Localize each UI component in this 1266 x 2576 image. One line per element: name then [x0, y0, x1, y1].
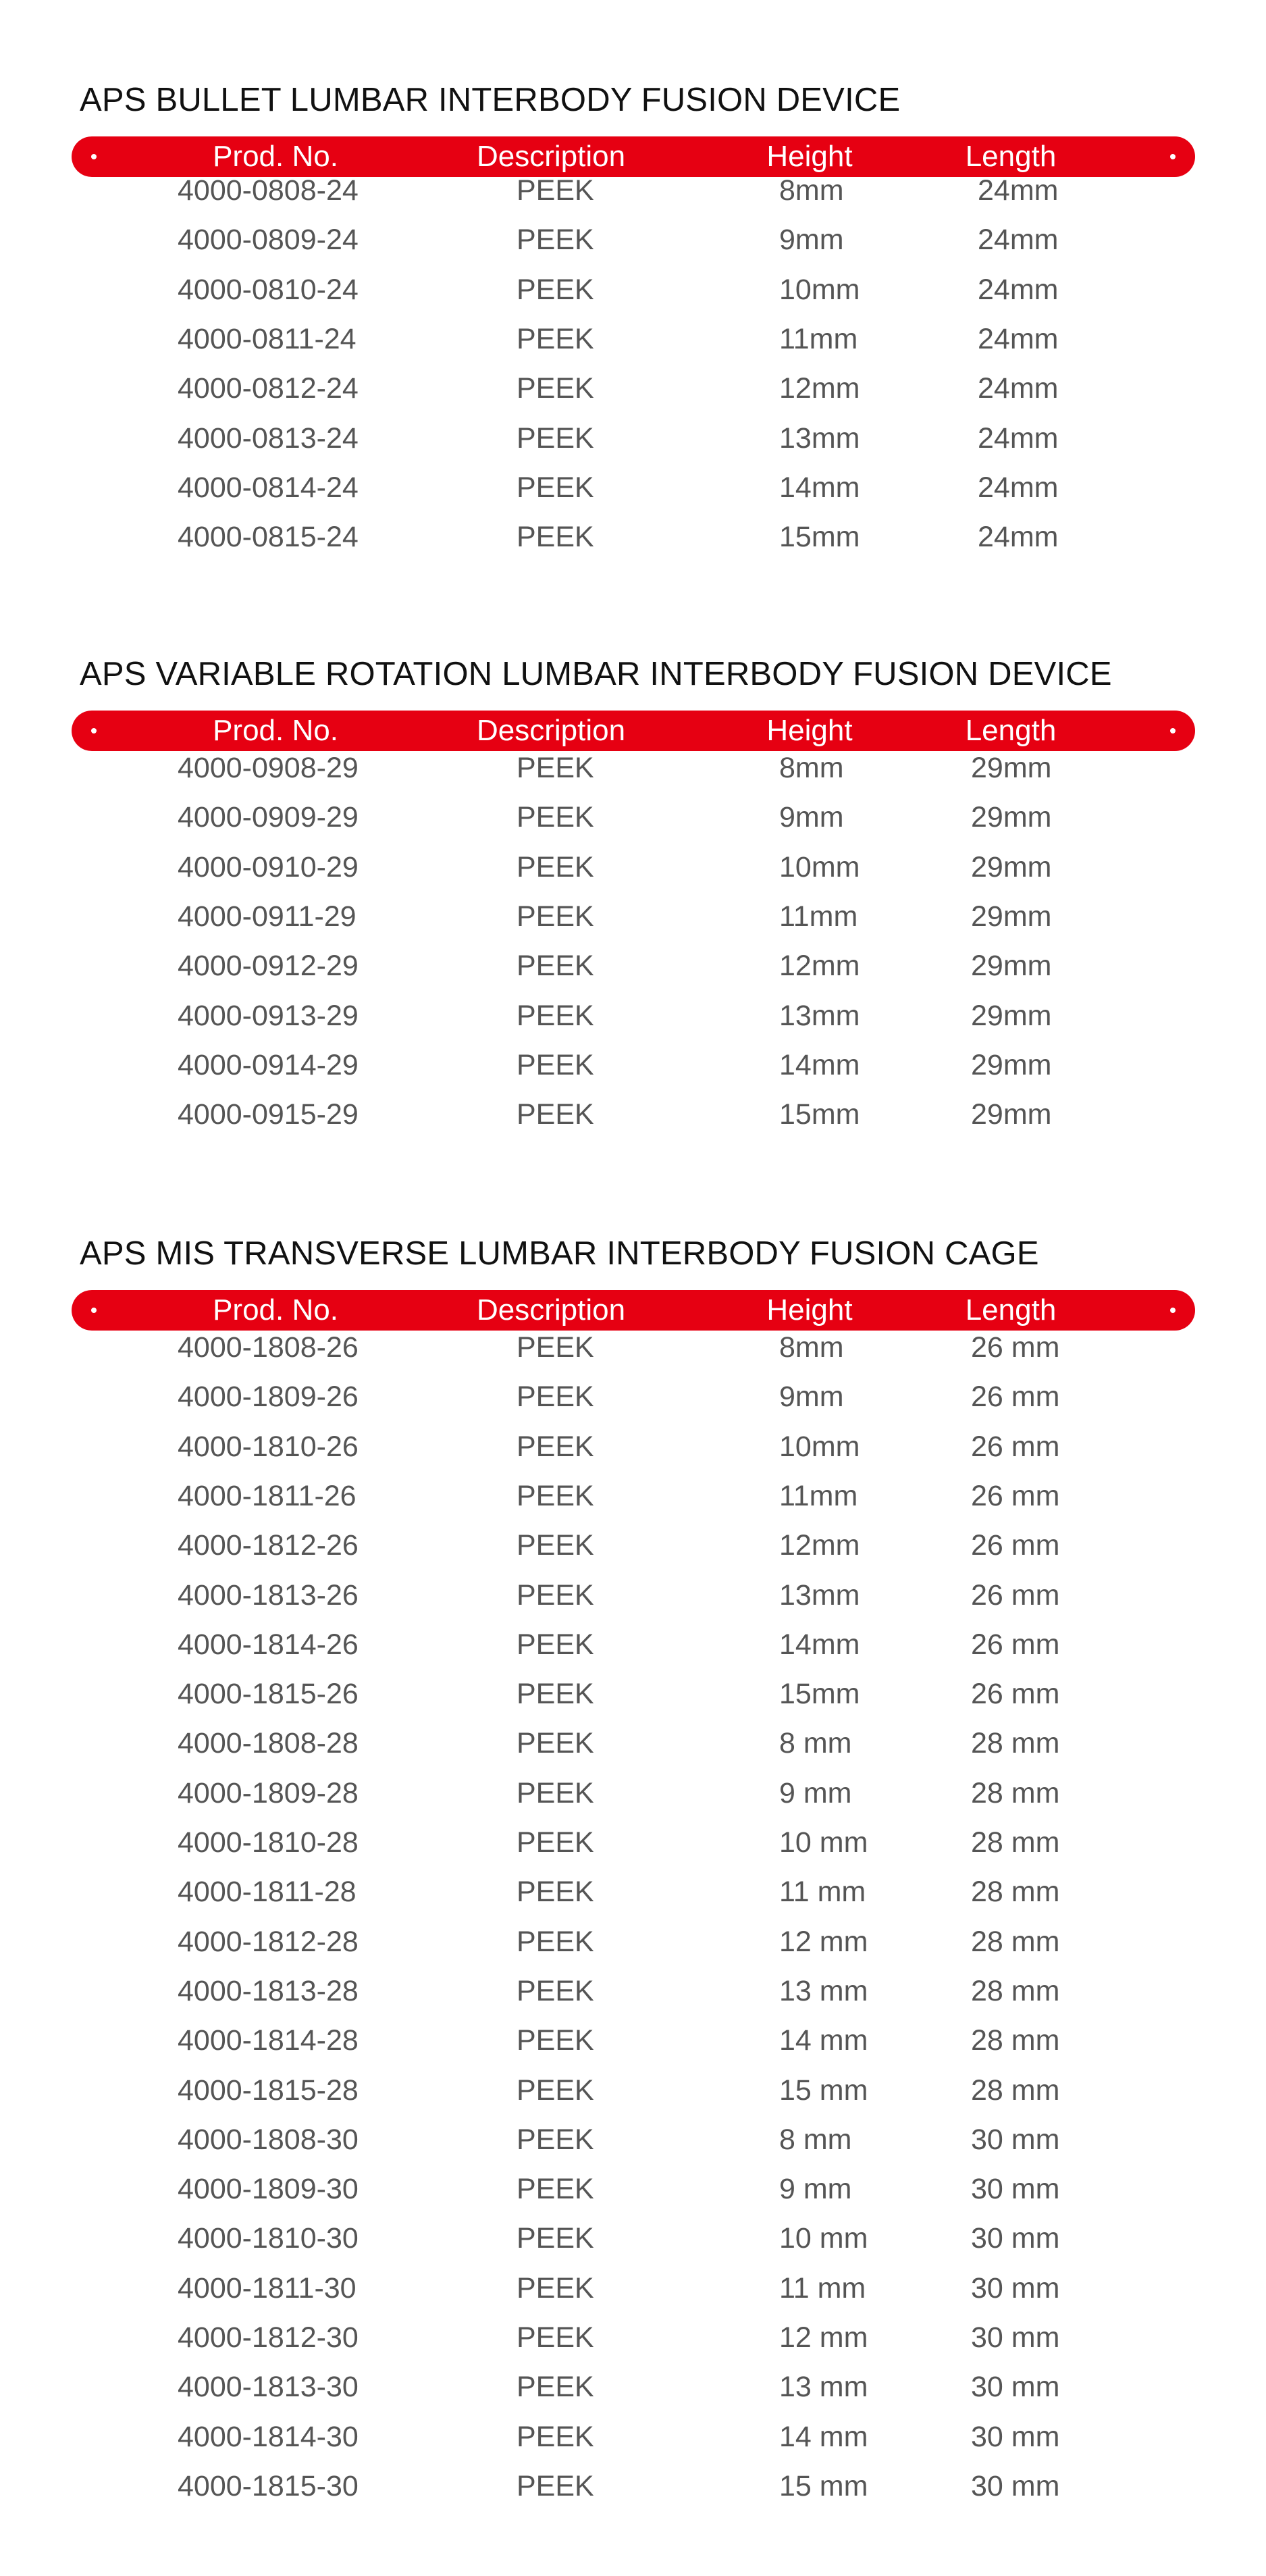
cell-prod-no: 4000-1815-26 [178, 1678, 359, 1710]
cell-length: 30 mm [971, 2123, 1060, 2156]
cell-prod-no: 4000-1810-26 [178, 1431, 359, 1463]
cell-length: 30 mm [971, 2371, 1060, 2403]
cell-length: 24mm [978, 274, 1059, 306]
cell-height: 12 mm [779, 2321, 868, 2354]
table-row [0, 892, 1266, 942]
table-row [0, 463, 1266, 513]
cell-prod-no: 4000-0812-24 [178, 372, 359, 405]
cell-height: 13 mm [779, 2371, 868, 2403]
cell-description: PEEK [517, 1331, 594, 1364]
cell-description: PEEK [517, 1975, 594, 2007]
cell-length: 30 mm [971, 2470, 1060, 2502]
cell-description: PEEK [517, 1777, 594, 1809]
cell-length: 29mm [971, 900, 1052, 933]
cell-description: PEEK [517, 1926, 594, 1958]
cell-description: PEEK [517, 1381, 594, 1413]
table-row [0, 792, 1266, 842]
cell-height: 9mm [779, 1381, 844, 1413]
cell-height: 11 mm [779, 1876, 866, 1908]
cell-description: PEEK [517, 752, 594, 784]
cell-height: 9 mm [779, 1777, 852, 1809]
cell-prod-no: 4000-1812-30 [178, 2321, 359, 2354]
cell-length: 24mm [978, 224, 1059, 256]
header-prod-no: Prod. No. [213, 1293, 338, 1326]
cell-description: PEEK [517, 1876, 594, 1908]
header-description: Description [476, 140, 626, 173]
table-row [0, 2115, 1266, 2165]
cell-length: 30 mm [971, 2321, 1060, 2354]
cell-description: PEEK [517, 1529, 594, 1562]
cell-description: PEEK [517, 900, 594, 933]
cell-height: 10mm [779, 1431, 860, 1463]
cell-description: PEEK [517, 1049, 594, 1081]
table-row [0, 842, 1266, 892]
cell-height: 8mm [779, 1331, 844, 1364]
cell-prod-no: 4000-0910-29 [178, 851, 359, 883]
cell-prod-no: 4000-1815-30 [178, 2470, 359, 2502]
cell-prod-no: 4000-1810-28 [178, 1826, 359, 1859]
cell-prod-no: 4000-0808-24 [178, 174, 359, 207]
cell-length: 29mm [971, 950, 1052, 982]
cell-length: 24mm [978, 471, 1059, 504]
cell-length: 29mm [971, 801, 1052, 833]
cell-prod-no: 4000-1809-30 [178, 2173, 359, 2205]
cell-height: 14mm [779, 1628, 860, 1661]
header-length: Length [965, 714, 1057, 747]
cell-height: 13mm [779, 1000, 860, 1032]
cell-length: 28 mm [971, 1876, 1060, 1908]
cell-prod-no: 4000-1809-28 [178, 1777, 359, 1809]
cell-description: PEEK [517, 2222, 594, 2255]
bullet-dot-icon [1170, 728, 1176, 733]
header-prod-no: Prod. No. [213, 714, 338, 747]
cell-prod-no: 4000-0913-29 [178, 1000, 359, 1032]
cell-height: 8mm [779, 174, 844, 207]
cell-prod-no: 4000-1808-28 [178, 1727, 359, 1759]
table-row [0, 2313, 1266, 2363]
table-row [0, 2015, 1266, 2065]
cell-description: PEEK [517, 2371, 594, 2403]
cell-height: 14mm [779, 471, 860, 504]
cell-length: 29mm [971, 1049, 1052, 1081]
cell-length: 30 mm [971, 2272, 1060, 2304]
cell-description: PEEK [517, 1480, 594, 1512]
cell-prod-no: 4000-1815-28 [178, 2074, 359, 2107]
table-row [0, 743, 1266, 793]
cell-length: 30 mm [971, 2173, 1060, 2205]
cell-length: 26 mm [971, 1529, 1060, 1562]
cell-description: PEEK [517, 1098, 594, 1131]
cell-height: 13 mm [779, 1975, 868, 2007]
table-row [0, 2362, 1266, 2412]
cell-height: 13mm [779, 422, 860, 455]
table-row [0, 1917, 1266, 1967]
cell-prod-no: 4000-1811-26 [178, 1480, 357, 1512]
cell-prod-no: 4000-0813-24 [178, 422, 359, 455]
table-row [0, 1966, 1266, 2016]
cell-length: 29mm [971, 752, 1052, 784]
cell-description: PEEK [517, 1579, 594, 1612]
cell-prod-no: 4000-1813-30 [178, 2371, 359, 2403]
table-row [0, 314, 1266, 364]
header-height: Height [766, 1293, 853, 1326]
cell-height: 14 mm [779, 2421, 868, 2453]
cell-length: 26 mm [971, 1628, 1060, 1661]
cell-height: 10 mm [779, 1826, 868, 1859]
cell-description: PEEK [517, 1628, 594, 1661]
cell-length: 24mm [978, 323, 1059, 355]
cell-height: 8mm [779, 752, 844, 784]
table-row [0, 941, 1266, 991]
table-row [0, 1570, 1266, 1620]
cell-description: PEEK [517, 323, 594, 355]
table-row [0, 1818, 1266, 1867]
table-row [0, 2065, 1266, 2115]
table-row [0, 1471, 1266, 1521]
table-row [0, 2263, 1266, 2313]
cell-height: 9mm [779, 801, 844, 833]
header-height: Height [766, 714, 853, 747]
cell-description: PEEK [517, 950, 594, 982]
table-row [0, 165, 1266, 215]
cell-height: 8 mm [779, 2123, 852, 2156]
table-row [0, 2412, 1266, 2462]
cell-prod-no: 4000-1814-28 [178, 2024, 359, 2057]
table-row [0, 2164, 1266, 2214]
table-row [0, 265, 1266, 315]
cell-length: 29mm [971, 1098, 1052, 1131]
cell-prod-no: 4000-1808-26 [178, 1331, 359, 1364]
table-row [0, 512, 1266, 562]
cell-description: PEEK [517, 851, 594, 883]
cell-length: 28 mm [971, 1975, 1060, 2007]
table-row [0, 2213, 1266, 2263]
cell-prod-no: 4000-0914-29 [178, 1049, 359, 1081]
cell-height: 15 mm [779, 2074, 868, 2107]
cell-description: PEEK [517, 2272, 594, 2304]
cell-prod-no: 4000-1810-30 [178, 2222, 359, 2255]
table-row [0, 1718, 1266, 1768]
cell-height: 11mm [779, 323, 858, 355]
cell-prod-no: 4000-1808-30 [178, 2123, 359, 2156]
cell-length: 28 mm [971, 1926, 1060, 1958]
cell-height: 14 mm [779, 2024, 868, 2057]
cell-prod-no: 4000-1813-26 [178, 1579, 359, 1612]
cell-height: 10mm [779, 274, 860, 306]
cell-height: 15mm [779, 521, 860, 553]
cell-prod-no: 4000-1813-28 [178, 1975, 359, 2007]
header-description: Description [476, 714, 626, 747]
cell-height: 10 mm [779, 2222, 868, 2255]
cell-length: 28 mm [971, 2024, 1060, 2057]
cell-description: PEEK [517, 2074, 594, 2107]
cell-prod-no: 4000-1814-30 [178, 2421, 359, 2453]
cell-description: PEEK [517, 2421, 594, 2453]
section-title: APS BULLET LUMBAR INTERBODY FUSION DEVICE [80, 82, 901, 118]
cell-length: 28 mm [971, 1727, 1060, 1759]
header-length: Length [965, 140, 1057, 173]
cell-description: PEEK [517, 274, 594, 306]
cell-prod-no: 4000-0814-24 [178, 471, 359, 504]
cell-length: 30 mm [971, 2421, 1060, 2453]
header-length: Length [965, 1293, 1057, 1326]
table-row [0, 215, 1266, 265]
cell-prod-no: 4000-1809-26 [178, 1381, 359, 1413]
cell-description: PEEK [517, 1678, 594, 1710]
cell-description: PEEK [517, 2321, 594, 2354]
table-row [0, 1089, 1266, 1139]
cell-height: 12mm [779, 950, 860, 982]
header-description: Description [476, 1293, 626, 1326]
bullet-dot-icon [91, 1308, 97, 1313]
cell-height: 15mm [779, 1098, 860, 1131]
table-row [0, 991, 1266, 1041]
cell-description: PEEK [517, 2470, 594, 2502]
cell-description: PEEK [517, 2123, 594, 2156]
cell-description: PEEK [517, 1000, 594, 1032]
cell-description: PEEK [517, 2173, 594, 2205]
table-row [0, 1620, 1266, 1670]
cell-height: 8 mm [779, 1727, 852, 1759]
cell-description: PEEK [517, 471, 594, 504]
cell-height: 11mm [779, 1480, 858, 1512]
cell-description: PEEK [517, 422, 594, 455]
cell-height: 9 mm [779, 2173, 852, 2205]
cell-prod-no: 4000-0815-24 [178, 521, 359, 553]
cell-length: 26 mm [971, 1480, 1060, 1512]
cell-length: 29mm [971, 1000, 1052, 1032]
cell-description: PEEK [517, 1826, 594, 1859]
cell-height: 15mm [779, 1678, 860, 1710]
table-row [0, 1422, 1266, 1472]
cell-prod-no: 4000-0911-29 [178, 900, 357, 933]
cell-description: PEEK [517, 1727, 594, 1759]
cell-length: 28 mm [971, 2074, 1060, 2107]
bullet-dot-icon [1170, 1308, 1176, 1313]
section-title: APS VARIABLE ROTATION LUMBAR INTERBODY FUSION DEVICE [80, 656, 1112, 692]
cell-height: 12mm [779, 372, 860, 405]
cell-description: PEEK [517, 801, 594, 833]
cell-description: PEEK [517, 372, 594, 405]
table-row [0, 413, 1266, 463]
cell-prod-no: 4000-1814-26 [178, 1628, 359, 1661]
bullet-dot-icon [91, 728, 97, 733]
cell-prod-no: 4000-0811-24 [178, 323, 357, 355]
cell-description: PEEK [517, 224, 594, 256]
bullet-dot-icon [1170, 154, 1176, 159]
cell-height: 12mm [779, 1529, 860, 1562]
cell-length: 26 mm [971, 1431, 1060, 1463]
cell-length: 29mm [971, 851, 1052, 883]
cell-height: 15 mm [779, 2470, 868, 2502]
cell-height: 11 mm [779, 2272, 866, 2304]
cell-description: PEEK [517, 174, 594, 207]
table-row [0, 363, 1266, 413]
cell-length: 24mm [978, 174, 1059, 207]
cell-length: 26 mm [971, 1381, 1060, 1413]
cell-height: 13mm [779, 1579, 860, 1612]
cell-prod-no: 4000-0912-29 [178, 950, 359, 982]
cell-description: PEEK [517, 2024, 594, 2057]
cell-length: 30 mm [971, 2222, 1060, 2255]
table-row [0, 1322, 1266, 1372]
table-row [0, 1867, 1266, 1917]
cell-prod-no: 4000-1812-28 [178, 1926, 359, 1958]
table-row [0, 1669, 1266, 1719]
cell-length: 28 mm [971, 1777, 1060, 1809]
cell-prod-no: 4000-0909-29 [178, 801, 359, 833]
cell-length: 28 mm [971, 1826, 1060, 1859]
cell-height: 11mm [779, 900, 858, 933]
header-height: Height [766, 140, 853, 173]
cell-prod-no: 4000-0810-24 [178, 274, 359, 306]
cell-height: 9mm [779, 224, 844, 256]
cell-length: 26 mm [971, 1678, 1060, 1710]
cell-prod-no: 4000-0908-29 [178, 752, 359, 784]
cell-length: 24mm [978, 422, 1059, 455]
cell-prod-no: 4000-0915-29 [178, 1098, 359, 1131]
cell-length: 24mm [978, 521, 1059, 553]
table-row [0, 1372, 1266, 1422]
table-row [0, 2461, 1266, 2511]
cell-description: PEEK [517, 521, 594, 553]
cell-prod-no: 4000-0809-24 [178, 224, 359, 256]
table-row [0, 1520, 1266, 1570]
cell-height: 14mm [779, 1049, 860, 1081]
cell-length: 24mm [978, 372, 1059, 405]
cell-prod-no: 4000-1811-30 [178, 2272, 357, 2304]
cell-height: 10mm [779, 851, 860, 883]
section-title: APS MIS TRANSVERSE LUMBAR INTERBODY FUSION CAGE [80, 1235, 1039, 1272]
bullet-dot-icon [91, 154, 97, 159]
header-prod-no: Prod. No. [213, 140, 338, 173]
table-row [0, 1768, 1266, 1818]
cell-height: 12 mm [779, 1926, 868, 1958]
table-row [0, 1040, 1266, 1090]
cell-prod-no: 4000-1811-28 [178, 1876, 357, 1908]
cell-length: 26 mm [971, 1579, 1060, 1612]
cell-length: 26 mm [971, 1331, 1060, 1364]
cell-prod-no: 4000-1812-26 [178, 1529, 359, 1562]
cell-description: PEEK [517, 1431, 594, 1463]
